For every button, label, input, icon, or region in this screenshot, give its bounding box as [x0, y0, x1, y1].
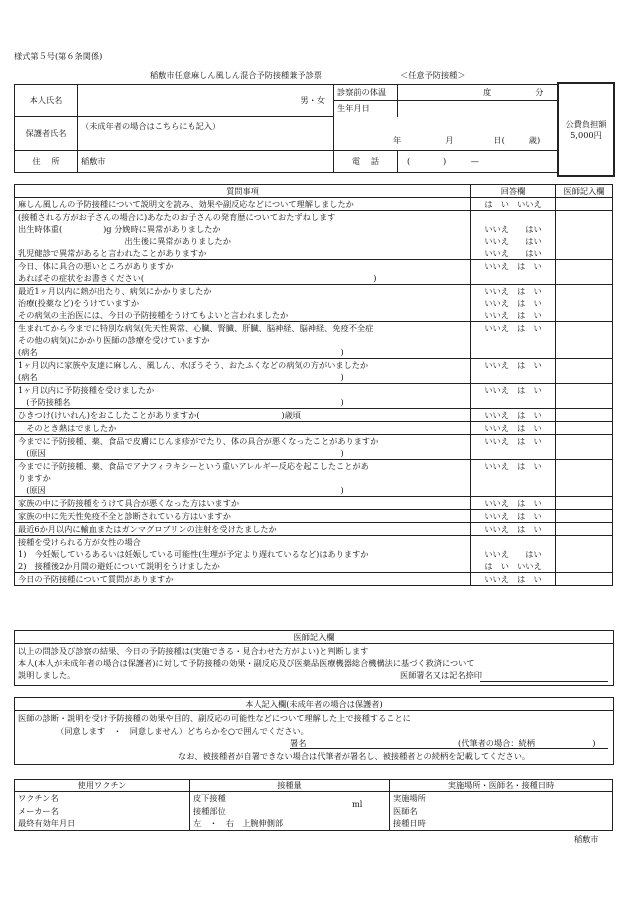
question-line: (病名 )	[18, 372, 344, 382]
answer-cell[interactable]	[471, 409, 556, 422]
dob-label: 生年月日	[334, 101, 398, 117]
dob-field[interactable]	[334, 117, 558, 151]
name-label: 本人氏名	[15, 85, 78, 117]
answer-choice[interactable]: いいえ は い	[484, 385, 542, 395]
answer-choice[interactable]: いいえ は い	[484, 286, 542, 296]
proxy-relation: (代筆者の場合：続柄 )	[458, 738, 596, 748]
question-row	[15, 359, 613, 384]
fee-label: 公費負担額	[565, 118, 607, 129]
answer-cell[interactable]	[471, 260, 556, 285]
question-row	[15, 573, 613, 586]
question-text	[15, 198, 471, 211]
question-line: (接種される方がお子さんの場合に)あなたのお子さんの発育歴についておたずねします	[18, 212, 336, 222]
questions-header: 質問事項	[15, 185, 471, 198]
answer-cell[interactable]	[471, 322, 556, 359]
question-text	[15, 497, 471, 510]
answer-choice[interactable]	[474, 211, 552, 223]
guardian-field[interactable]	[78, 117, 334, 151]
question-line: (予防接種名 )	[18, 397, 344, 407]
question-line: (原因 )	[18, 448, 344, 458]
answer-choice[interactable]: いいえ は い	[484, 511, 542, 521]
question-text	[15, 422, 471, 435]
question-text	[15, 536, 471, 573]
doctor-name-label: 医師名	[393, 805, 418, 816]
vaccine-info-cell[interactable]	[15, 792, 190, 831]
question-line: 接種を受けられる方が女性の場合	[18, 537, 141, 547]
question-line: 1) 今妊娠しているあるいは妊娠している可能性(生理が予定より遅れているなど)はありますか	[18, 549, 369, 559]
answer-cell[interactable]	[471, 198, 556, 211]
answer-choice[interactable]	[474, 484, 552, 496]
dob-month: 月	[445, 135, 454, 145]
injection-site-label: 接種部位	[193, 805, 226, 816]
doctor-note-cell[interactable]	[556, 573, 613, 586]
datetime-label: 接種日時	[393, 818, 426, 828]
doctor-sign-label: 医師署名又は記名捺印	[400, 670, 482, 680]
question-text	[15, 359, 471, 384]
ml-unit: ml	[352, 799, 363, 809]
doctor-note-cell[interactable]	[556, 211, 613, 260]
fee-box	[557, 82, 615, 177]
info-table	[14, 84, 558, 173]
question-line: 1ヶ月以内に予防接種を受けましたか	[18, 385, 155, 395]
question-row	[15, 260, 613, 285]
answer-choice[interactable]: いいえ は い	[484, 461, 542, 471]
questions-table	[14, 184, 613, 586]
question-text	[15, 322, 471, 359]
question-line: 1ヶ月以内に家族や友達に麻しん、風しん、水ぼうそう、おたふくなどの病気の方がいましたか	[18, 360, 369, 370]
doctor-note-cell[interactable]	[556, 523, 613, 536]
question-line: 今日、体に具合の悪いところがありますか	[18, 261, 174, 271]
question-row	[15, 322, 613, 359]
question-line: そのとき熱はでましたか	[18, 423, 117, 433]
answer-choice[interactable]: いいえ は い	[484, 298, 542, 308]
site-cell[interactable]	[390, 792, 613, 831]
question-line: 出生時体重( )g 分娩時に異常がありましたか	[18, 224, 221, 234]
doctor-note-cell[interactable]	[556, 435, 613, 460]
question-text	[15, 435, 471, 460]
person-title: 本人記入欄(未成年者の場合は保護者)	[15, 698, 613, 711]
question-line: 今までに予防接種、薬、食品でアナフィラキシーという重いアレルギー反応を起こしたことがあ	[18, 461, 369, 471]
answer-cell[interactable]	[471, 285, 556, 322]
question-line: 生まれてから今までに特別な病気(先天性異常、心臓、腎臓、肝臓、脳神経、脳神経、免疫不全症	[18, 323, 374, 333]
question-line: 最近1ヶ月以内に熱が出たり、病気にかかりましたか	[18, 286, 212, 296]
person-line-1: 医師の診断・説明を受け予防接種の効果や目的、副反応の可能性などについて理解した上で接種することに	[18, 713, 411, 723]
answer-choice[interactable]	[474, 396, 552, 408]
address-field[interactable]	[78, 151, 334, 173]
route-label: 皮下接種	[193, 793, 226, 803]
question-line: 今までに予防接種、薬、食品で皮膚にじんま疹がでたり、体の具合が悪くなったことがありますか	[18, 436, 379, 446]
age-label: 歳)	[528, 135, 541, 145]
dose-cell[interactable]	[190, 792, 390, 831]
question-row	[15, 285, 613, 322]
question-line: 最近6か月以内に輸血またはガンマグロブリンの注射を受けたましたか	[18, 524, 277, 534]
answer-header: 回答欄	[471, 185, 556, 198]
doctor-note-cell[interactable]	[556, 384, 613, 409]
name-field[interactable]	[78, 85, 334, 117]
vaccine-table	[14, 779, 613, 831]
question-row	[15, 523, 613, 536]
person-note: なお、被接種者が自署できない場合は代筆者が署名し、被接種者との続柄を記載してください。	[178, 750, 531, 761]
answer-choice[interactable]	[474, 346, 552, 358]
dob-spacer	[398, 101, 558, 117]
doctor-note-cell[interactable]	[556, 322, 613, 359]
question-line: (原因 )	[18, 485, 344, 495]
temp-min: 分	[535, 87, 544, 97]
dob-day: 日(	[493, 135, 505, 145]
question-text	[15, 460, 471, 497]
vaccine-name-label: ワクチン名	[18, 793, 59, 803]
doctor-note-cell[interactable]	[556, 359, 613, 384]
question-line: 出生後に異常がありましたか	[18, 236, 231, 246]
question-line: ひきつけ(けいれん)をおこしたことがありますか( )歳頃	[18, 410, 301, 420]
answer-choice[interactable]: いいえ は い	[484, 261, 542, 271]
answer-cell[interactable]	[471, 460, 556, 497]
doctor-note-cell[interactable]	[556, 536, 613, 573]
answer-choice[interactable]: いいえ はい	[484, 236, 542, 246]
question-text	[15, 211, 471, 260]
expiry-label: 最終有効年月日	[18, 818, 76, 828]
question-line: 治療(投薬など)をうけていますか	[18, 298, 140, 308]
answer-choice[interactable]	[474, 536, 552, 548]
sex-choice[interactable]: 男・女	[300, 95, 325, 105]
consent-choice[interactable]: （同意します ・ 同意しません）どちらかを○で囲んでください。	[56, 725, 309, 736]
answer-cell[interactable]	[471, 536, 556, 573]
form-title: 稲敷市任意麻しん風しん混合予防接種兼予診票	[150, 70, 322, 80]
question-text	[15, 523, 471, 536]
doctor-line-2: 本人(本人が未成年者の場合は保護者)に対して予防接種の効果・副反応及び医薬品医療機器総合機構法に基づく救済について	[18, 658, 475, 668]
phone-field[interactable]	[398, 151, 558, 173]
question-text	[15, 409, 471, 422]
site-header: 実施場所・医師名・接種日時	[390, 780, 613, 792]
question-line: (病名 )	[18, 347, 344, 357]
person-section	[14, 697, 614, 765]
guardian-label: 保護者氏名	[15, 117, 78, 151]
vaccine-header: 使用ワクチン	[15, 780, 190, 792]
temp-label: 診察前の体温	[334, 85, 398, 101]
person-sign-label: 署名	[290, 738, 307, 748]
answer-cell[interactable]	[471, 573, 556, 586]
answer-choice[interactable]	[474, 371, 552, 383]
question-line: 今日の予防接種について質問がありますか	[18, 574, 174, 584]
question-line: 家族の中に先天性免疫不全と診断されている方はいますか	[18, 511, 231, 521]
answer-choice[interactable]: いいえ は い	[484, 423, 542, 433]
doctor-note-cell[interactable]	[556, 460, 613, 497]
answer-cell[interactable]	[471, 384, 556, 409]
doctor-line-1: 以上の問診及び診察の結果、今日の予防接種は(実施できる・見合わせた方がよい)と判断します	[18, 646, 369, 656]
phone-label: 電 話	[334, 151, 398, 173]
answer-choice[interactable]: いいえ は い	[484, 524, 542, 534]
answer-cell[interactable]	[471, 497, 556, 510]
question-row	[15, 384, 613, 409]
doctor-line-3: 説明しました。	[18, 670, 76, 680]
doctor-note-cell[interactable]	[556, 497, 613, 510]
question-line: 2) 接種後2か月間の避妊について説明をうけましたか	[18, 561, 220, 571]
answer-cell[interactable]	[471, 435, 556, 460]
fee-value: 5,000円	[570, 129, 602, 140]
answer-choice[interactable]	[474, 472, 552, 484]
answer-choice[interactable]	[474, 334, 552, 346]
answer-choice[interactable]: いいえ は い	[484, 310, 542, 320]
maker-label: メーカー名	[18, 805, 59, 816]
footer-city: 稲敷市	[574, 834, 599, 844]
answer-cell[interactable]	[471, 510, 556, 523]
question-line: その他の病気)にかかり医師の診療を受けていますか	[18, 335, 210, 345]
doctor-note-cell[interactable]	[556, 409, 613, 422]
answer-choice[interactable]	[474, 272, 552, 284]
answer-choice[interactable]: いいえ はい	[484, 224, 542, 234]
doctor-note-cell[interactable]	[556, 422, 613, 435]
answer-choice[interactable]: いいえ は い	[484, 574, 542, 584]
answer-choice[interactable]: いいえ はい	[484, 549, 542, 559]
question-text	[15, 260, 471, 285]
answer-choice[interactable]: いいえ は い	[484, 323, 542, 333]
answer-choice[interactable]	[474, 447, 552, 459]
doctor-note-cell[interactable]	[556, 285, 613, 322]
question-line: りますか	[18, 473, 51, 483]
question-text	[15, 510, 471, 523]
question-row	[15, 510, 613, 523]
arm-choice[interactable]: 左 ・ 右 上腕伸側部	[193, 818, 284, 828]
question-row	[15, 435, 613, 460]
answer-choice[interactable]: いいえ はい	[484, 248, 542, 258]
temp-field[interactable]	[398, 85, 558, 101]
question-row	[15, 497, 613, 510]
question-line: 家族の中に予防接種をうけて具合が悪くなった方はいますか	[18, 498, 240, 508]
doctor-note-cell[interactable]	[556, 510, 613, 523]
answer-choice[interactable]: いいえ は い	[484, 410, 542, 420]
question-line: 乳児健診で異常があると言われたことがありますか	[18, 248, 207, 258]
form-subtitle: ＜任意予防接種＞	[400, 70, 466, 80]
question-row	[15, 198, 613, 211]
question-line: あればその症状をお書きください( )	[18, 273, 377, 283]
answer-choice[interactable]: は い いいえ	[484, 199, 542, 209]
question-row	[15, 211, 613, 260]
guardian-note: （未成年者の場合はこちらにも記入）	[81, 121, 221, 131]
question-line: 麻しん風しんの予防接種について説明文を読み、効果や副反応などについて理解しましたか	[18, 199, 354, 209]
answer-choice[interactable]: いいえ は い	[484, 498, 542, 508]
question-text	[15, 384, 471, 409]
address-label: 住 所	[15, 151, 78, 173]
address-value: 稲敷市	[81, 156, 106, 166]
answer-cell[interactable]	[471, 211, 556, 260]
question-text	[15, 285, 471, 322]
doctor-col-header: 医師記入欄	[556, 185, 613, 198]
answer-cell[interactable]	[471, 523, 556, 536]
answer-cell[interactable]	[471, 359, 556, 384]
answer-choice[interactable]: いいえ は い	[484, 436, 542, 446]
answer-cell[interactable]	[471, 422, 556, 435]
answer-choice[interactable]: いいえ は い	[484, 360, 542, 370]
doctor-note-cell[interactable]	[556, 260, 613, 285]
question-row	[15, 409, 613, 422]
doctor-title: 医師記入欄	[15, 631, 613, 644]
question-text	[15, 573, 471, 586]
question-line: その病気の主治医には、今日の予防接種をうけてもよいと言われましたか	[18, 310, 289, 320]
question-row	[15, 536, 613, 573]
question-row	[15, 460, 613, 497]
question-row	[15, 422, 613, 435]
doctor-note-cell[interactable]	[556, 198, 613, 211]
dose-header: 接種量	[190, 780, 390, 792]
location-label: 実施場所	[393, 793, 426, 803]
phone-format: ( ) —	[407, 156, 479, 166]
temp-deg: 度	[483, 87, 492, 97]
dob-year: 年	[393, 135, 402, 145]
answer-choice[interactable]: は い いいえ	[484, 561, 542, 571]
form-number: 様式第５号(第６条関係)	[14, 51, 103, 61]
doctor-sign-line[interactable]	[480, 681, 608, 682]
doctor-section	[14, 630, 614, 686]
